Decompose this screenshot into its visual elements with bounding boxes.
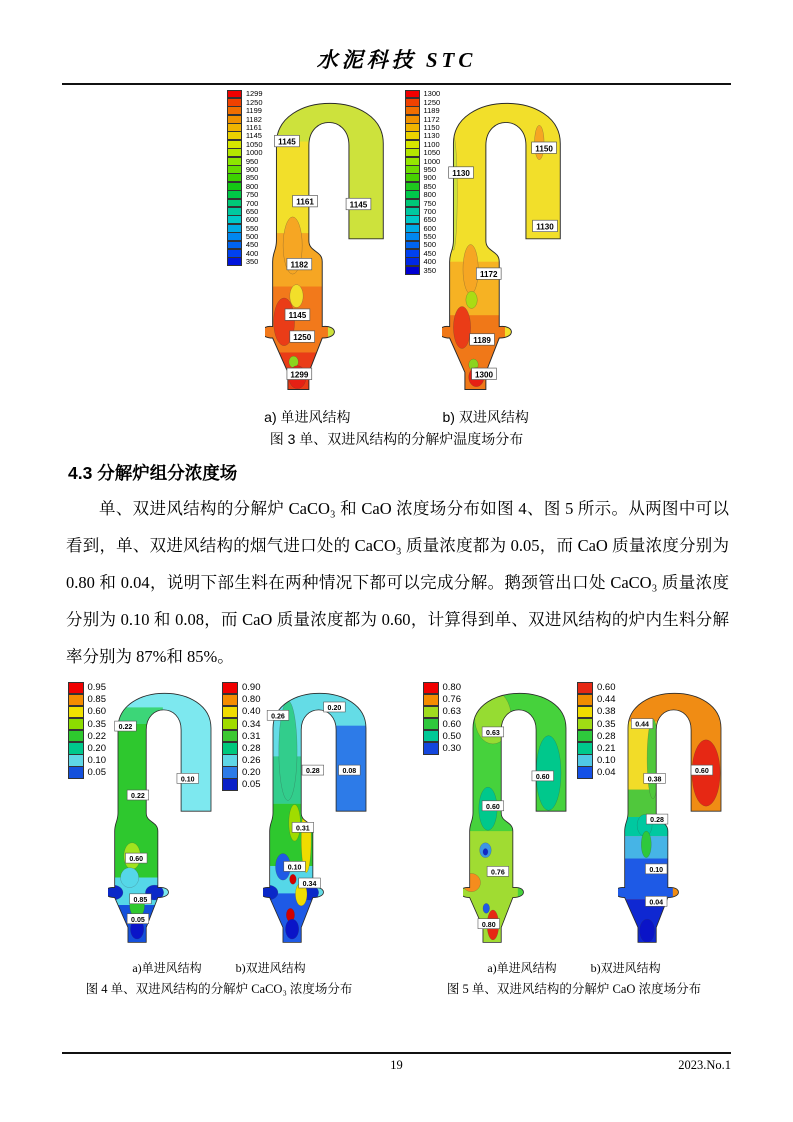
colorbar-label: 0.50 bbox=[442, 730, 461, 742]
colorbar-label: 750 bbox=[423, 198, 437, 208]
contour-value-label bbox=[470, 334, 495, 345]
svg-text:1145: 1145 bbox=[349, 200, 367, 210]
svg-text:0.26: 0.26 bbox=[270, 713, 285, 721]
svg-text:0.08: 0.08 bbox=[342, 768, 356, 776]
fig3-subcaption-a: a) 单进风结构 bbox=[264, 409, 351, 425]
colorbar-label: 450 bbox=[423, 248, 437, 258]
colorbar-label: 0.05 bbox=[87, 766, 106, 778]
colorbar-label: 0.35 bbox=[597, 718, 616, 730]
colorbar-label: 0.10 bbox=[87, 754, 106, 766]
colorbar-swatch bbox=[222, 706, 238, 719]
colorbar-label: 1161 bbox=[245, 123, 262, 132]
colorbar-label: 900 bbox=[245, 164, 259, 174]
fig5a-contour-svg bbox=[463, 680, 571, 954]
fig5-subcaption-a: a)单进风结构 bbox=[487, 961, 557, 975]
colorbar-label: 0.26 bbox=[242, 754, 261, 766]
contour-value-label bbox=[478, 919, 500, 929]
fig5b-subplot bbox=[577, 680, 726, 954]
svg-text:0.22: 0.22 bbox=[118, 724, 133, 732]
fig3b-contour-svg bbox=[442, 88, 566, 403]
figure5 bbox=[423, 680, 726, 997]
svg-text:1145: 1145 bbox=[277, 137, 296, 147]
svg-text:1250: 1250 bbox=[292, 333, 311, 343]
contour-value-label bbox=[283, 861, 305, 871]
contour-value-label bbox=[482, 727, 504, 737]
colorbar-swatch bbox=[577, 718, 593, 731]
colorbar-swatch bbox=[577, 742, 593, 755]
svg-text:1150: 1150 bbox=[535, 144, 554, 154]
contour-value-label bbox=[487, 866, 509, 876]
colorbar-swatch bbox=[577, 730, 593, 743]
colorbar-label: 0.38 bbox=[597, 706, 616, 718]
svg-text:0.63: 0.63 bbox=[486, 729, 500, 737]
svg-text:0.10: 0.10 bbox=[648, 866, 663, 874]
colorbar-swatch bbox=[577, 766, 593, 779]
fig3a-colorbar bbox=[227, 90, 263, 266]
colorbar-swatch bbox=[227, 257, 242, 266]
svg-text:0.20: 0.20 bbox=[327, 705, 341, 713]
svg-text:1189: 1189 bbox=[473, 335, 492, 345]
colorbar-label: 0.31 bbox=[242, 730, 261, 742]
svg-text:0.34: 0.34 bbox=[302, 881, 316, 889]
svg-text:1300: 1300 bbox=[475, 370, 494, 380]
colorbar-label: 950 bbox=[423, 164, 437, 174]
colorbar-swatch bbox=[222, 718, 238, 731]
contour-value-label bbox=[477, 268, 502, 279]
footer bbox=[62, 1058, 731, 1076]
colorbar-swatch bbox=[68, 694, 84, 707]
colorbar-label: 500 bbox=[423, 240, 437, 250]
svg-text:1182: 1182 bbox=[290, 260, 308, 270]
footer-rule bbox=[62, 1052, 731, 1054]
svg-text:0.10: 0.10 bbox=[287, 864, 301, 872]
svg-text:0.22: 0.22 bbox=[131, 793, 145, 801]
svg-text:0.10: 0.10 bbox=[180, 776, 195, 784]
colorbar-label: 700 bbox=[423, 206, 437, 216]
contour-value-label bbox=[115, 721, 137, 731]
colorbar-label: 550 bbox=[423, 232, 437, 242]
colorbar-swatch bbox=[423, 730, 439, 743]
colorbar-swatch bbox=[577, 706, 593, 719]
contour-value-label bbox=[127, 790, 149, 800]
contour-value-label bbox=[645, 864, 667, 874]
colorbar-label: 1145 bbox=[245, 131, 262, 141]
colorbar-swatch bbox=[423, 682, 439, 695]
fig5a-colorbar bbox=[423, 682, 462, 755]
colorbar-label: 650 bbox=[245, 206, 259, 216]
figure4 bbox=[68, 680, 371, 997]
colorbar-swatch bbox=[68, 742, 84, 755]
colorbar-label: 0.80 bbox=[242, 694, 261, 706]
issue-label: 2023.No.1 bbox=[678, 1058, 731, 1072]
colorbar-label: 400 bbox=[245, 248, 259, 258]
colorbar-swatch bbox=[222, 742, 238, 755]
contour-value-label bbox=[177, 773, 199, 783]
colorbar-label: 1250 bbox=[423, 97, 441, 107]
colorbar-label: 1300 bbox=[423, 89, 441, 99]
fig5-subcaption-b: b)双进风结构 bbox=[590, 961, 661, 975]
contour-value-label bbox=[127, 914, 149, 924]
colorbar-label: 900 bbox=[423, 173, 437, 183]
colorbar-label: 1182 bbox=[245, 114, 262, 124]
fig4a-subplot bbox=[68, 680, 217, 954]
colorbar-swatch bbox=[222, 754, 238, 767]
colorbar-label: 0.22 bbox=[87, 730, 106, 742]
svg-text:1172: 1172 bbox=[480, 270, 498, 280]
colorbar-label: 0.60 bbox=[87, 706, 106, 718]
contour-value-label bbox=[643, 773, 665, 783]
svg-text:0.60: 0.60 bbox=[694, 768, 709, 776]
contour-value-label bbox=[286, 258, 311, 269]
colorbar-label: 700 bbox=[245, 198, 259, 208]
colorbar-label: 500 bbox=[245, 232, 259, 242]
contour-value-label bbox=[292, 822, 314, 832]
svg-text:1161: 1161 bbox=[295, 197, 314, 207]
colorbar-label: 0.21 bbox=[597, 742, 616, 754]
colorbar-label: 0.20 bbox=[87, 742, 106, 754]
colorbar-label: 0.63 bbox=[442, 706, 461, 718]
colorbar-label: 1050 bbox=[423, 148, 441, 158]
header-rule bbox=[62, 83, 731, 85]
colorbar-label: 1000 bbox=[245, 148, 263, 158]
colorbar-swatch bbox=[222, 682, 238, 695]
colorbar-swatch bbox=[68, 730, 84, 743]
colorbar-swatch bbox=[423, 706, 439, 719]
contour-value-label bbox=[130, 894, 152, 904]
contour-value-label bbox=[289, 331, 314, 342]
colorbar-label: 1100 bbox=[423, 139, 440, 149]
colorbar-swatch bbox=[423, 742, 439, 755]
fig3b-subplot bbox=[405, 88, 567, 403]
contour-value-label bbox=[338, 765, 360, 775]
contour-value-label bbox=[691, 765, 713, 775]
fig4-subcaption-b: b)双进风结构 bbox=[235, 961, 306, 975]
colorbar-swatch bbox=[577, 754, 593, 767]
contour-value-label bbox=[274, 135, 299, 146]
colorbar-label: 0.60 bbox=[597, 682, 616, 694]
contour-value-label bbox=[472, 368, 497, 379]
colorbar-label: 950 bbox=[245, 156, 259, 166]
fig5b-colorbar bbox=[577, 682, 616, 779]
contour-value-label bbox=[298, 878, 320, 888]
contour-value-label bbox=[646, 814, 668, 824]
colorbar-swatch bbox=[423, 694, 439, 707]
fig5-caption: 图 5 单、双进风结构的分解炉 CaO 浓度场分布 bbox=[446, 982, 702, 996]
colorbar-label: 600 bbox=[245, 215, 259, 225]
colorbar-swatch bbox=[222, 766, 238, 779]
svg-text:1130: 1130 bbox=[536, 222, 554, 232]
colorbar-label: 1050 bbox=[245, 139, 263, 149]
contour-value-label bbox=[533, 220, 558, 231]
fig3b-colorbar bbox=[405, 90, 441, 275]
colorbar-swatch bbox=[68, 706, 84, 719]
colorbar-label: 1130 bbox=[423, 131, 440, 141]
colorbar-label: 1299 bbox=[245, 89, 263, 99]
contour-value-label bbox=[292, 195, 317, 206]
journal-title: 水泥科技 STC bbox=[316, 48, 477, 72]
colorbar-label: 0.60 bbox=[442, 718, 461, 730]
colorbar-swatch bbox=[423, 718, 439, 731]
colorbar-label: 600 bbox=[423, 223, 437, 233]
colorbar-label: 0.20 bbox=[242, 766, 261, 778]
colorbar-label: 0.10 bbox=[597, 754, 616, 766]
fig5b-contour-svg bbox=[618, 680, 726, 954]
fig4-caption: 图 4 单、双进风结构的分解炉 CaCO₃ 浓度场分布 bbox=[85, 982, 353, 996]
svg-text:0.76: 0.76 bbox=[491, 869, 505, 877]
colorbar-label: 400 bbox=[423, 257, 437, 267]
contour-value-label bbox=[532, 142, 557, 153]
contour-value-label bbox=[302, 765, 324, 775]
fig3a-subplot bbox=[227, 88, 389, 403]
colorbar-label: 0.35 bbox=[87, 718, 106, 730]
colorbar-label: 350 bbox=[245, 257, 259, 267]
colorbar-label: 800 bbox=[423, 190, 437, 200]
colorbar-swatch bbox=[68, 754, 84, 767]
colorbar-label: 1250 bbox=[245, 97, 263, 107]
colorbar-swatch bbox=[68, 718, 84, 731]
colorbar-swatch bbox=[405, 266, 420, 275]
fig4a-colorbar bbox=[68, 682, 107, 779]
colorbar-label: 1199 bbox=[245, 106, 262, 116]
colorbar-label: 650 bbox=[423, 215, 437, 225]
colorbar-label: 0.40 bbox=[242, 706, 261, 718]
colorbar-label: 1189 bbox=[423, 106, 440, 116]
colorbar-label: 0.30 bbox=[442, 742, 461, 754]
contour-value-label bbox=[532, 771, 554, 781]
colorbar-label: 850 bbox=[245, 173, 259, 183]
colorbar-swatch bbox=[68, 766, 84, 779]
colorbar-label: 0.28 bbox=[242, 742, 261, 754]
colorbar-label: 800 bbox=[245, 181, 259, 191]
colorbar-label: 1150 bbox=[423, 123, 440, 132]
contour-value-label bbox=[631, 719, 653, 729]
contour-value-label bbox=[125, 853, 147, 863]
svg-text:0.60: 0.60 bbox=[486, 803, 500, 811]
colorbar-label: 0.90 bbox=[242, 682, 261, 694]
colorbar-label: 0.80 bbox=[442, 682, 461, 694]
colorbar-swatch bbox=[68, 682, 84, 695]
colorbar-swatch bbox=[222, 778, 238, 791]
colorbar-label: 450 bbox=[245, 240, 259, 250]
svg-text:0.85: 0.85 bbox=[133, 896, 148, 904]
fig3-caption: 图 3 单、双进风结构的分解炉温度场分布 bbox=[269, 431, 524, 447]
colorbar-label: 0.34 bbox=[242, 718, 261, 730]
colorbar-label: 0.44 bbox=[597, 694, 616, 706]
fig4a-contour-svg bbox=[108, 680, 216, 954]
contour-value-label bbox=[286, 368, 311, 379]
svg-text:0.28: 0.28 bbox=[649, 817, 664, 825]
svg-text:0.60: 0.60 bbox=[129, 856, 144, 864]
svg-text:1299: 1299 bbox=[289, 370, 308, 380]
svg-text:0.60: 0.60 bbox=[535, 773, 550, 781]
page-number: 19 bbox=[390, 1058, 403, 1072]
figure3 bbox=[0, 88, 793, 403]
colorbar-swatch bbox=[577, 694, 593, 707]
contour-value-label bbox=[285, 309, 310, 320]
colorbar-label: 0.95 bbox=[87, 682, 106, 694]
fig4-subcaption-a: a)单进风结构 bbox=[132, 961, 202, 975]
colorbar-label: 0.76 bbox=[442, 694, 461, 706]
svg-text:1145: 1145 bbox=[288, 311, 306, 321]
fig5a-subplot bbox=[423, 680, 572, 954]
section-heading: 4.3 分解炉组分浓度场 bbox=[68, 463, 238, 483]
fig3-subcaption-b: b) 双进风结构 bbox=[442, 409, 529, 425]
svg-text:0.80: 0.80 bbox=[481, 921, 496, 929]
colorbar-label: 0.28 bbox=[597, 730, 616, 742]
colorbar-swatch bbox=[222, 730, 238, 743]
figures-4-5-row bbox=[0, 680, 793, 997]
fig4-subcaptions bbox=[68, 959, 371, 976]
colorbar-swatch bbox=[577, 682, 593, 695]
colorbar-label: 850 bbox=[423, 181, 437, 191]
colorbar-label: 1172 bbox=[423, 114, 440, 124]
colorbar-label: 0.04 bbox=[597, 766, 616, 778]
colorbar-label: 750 bbox=[245, 190, 259, 200]
colorbar-label: 1000 bbox=[423, 156, 441, 166]
svg-text:0.31: 0.31 bbox=[295, 825, 310, 833]
svg-text:0.44: 0.44 bbox=[634, 721, 649, 729]
colorbar-label: 0.05 bbox=[242, 779, 261, 791]
colorbar-label: 550 bbox=[245, 223, 259, 233]
body-paragraph: 单、双进风结构的分解炉 CaCO₃ 和 CaO 浓度场分布如图 4、图 5 所示。从两图中可以看到，单、双进风结构的烟气进口处的 CaCO₃ 质量浓度都为 0.05，而 CaO 质量浓度分别为 0.80 和 0.04，说明下部生料在两种情况下都可以完成分解。鹅颈管出口处 CaCO₃ 质量浓度分别为 0.10 和 0.08，而 CaO 质量浓度都为 0.60，计算得到单、双进风结构的炉内生料分解率分别为 87%和 85%。 bbox=[66, 499, 729, 666]
svg-text:0.05: 0.05 bbox=[131, 916, 145, 924]
svg-text:0.28: 0.28 bbox=[305, 768, 320, 776]
fig3a-contour-svg bbox=[265, 88, 389, 403]
contour-value-label bbox=[323, 702, 345, 712]
contour-value-label bbox=[267, 710, 289, 720]
fig5-subcaptions bbox=[423, 959, 726, 976]
colorbar-label: 350 bbox=[423, 265, 437, 275]
contour-value-label bbox=[346, 198, 371, 209]
fig4b-subplot bbox=[222, 680, 371, 954]
fig4b-colorbar bbox=[222, 682, 261, 791]
fig3-subcaptions bbox=[0, 407, 793, 427]
svg-text:1130: 1130 bbox=[452, 169, 471, 179]
contour-value-label bbox=[645, 896, 667, 906]
colorbar-swatch bbox=[222, 694, 238, 707]
fig4b-contour-svg bbox=[263, 680, 371, 954]
contour-value-label bbox=[449, 167, 474, 178]
svg-text:0.04: 0.04 bbox=[648, 899, 663, 907]
contour-value-label bbox=[482, 801, 504, 811]
colorbar-label: 0.85 bbox=[87, 694, 106, 706]
svg-text:0.38: 0.38 bbox=[647, 776, 661, 784]
